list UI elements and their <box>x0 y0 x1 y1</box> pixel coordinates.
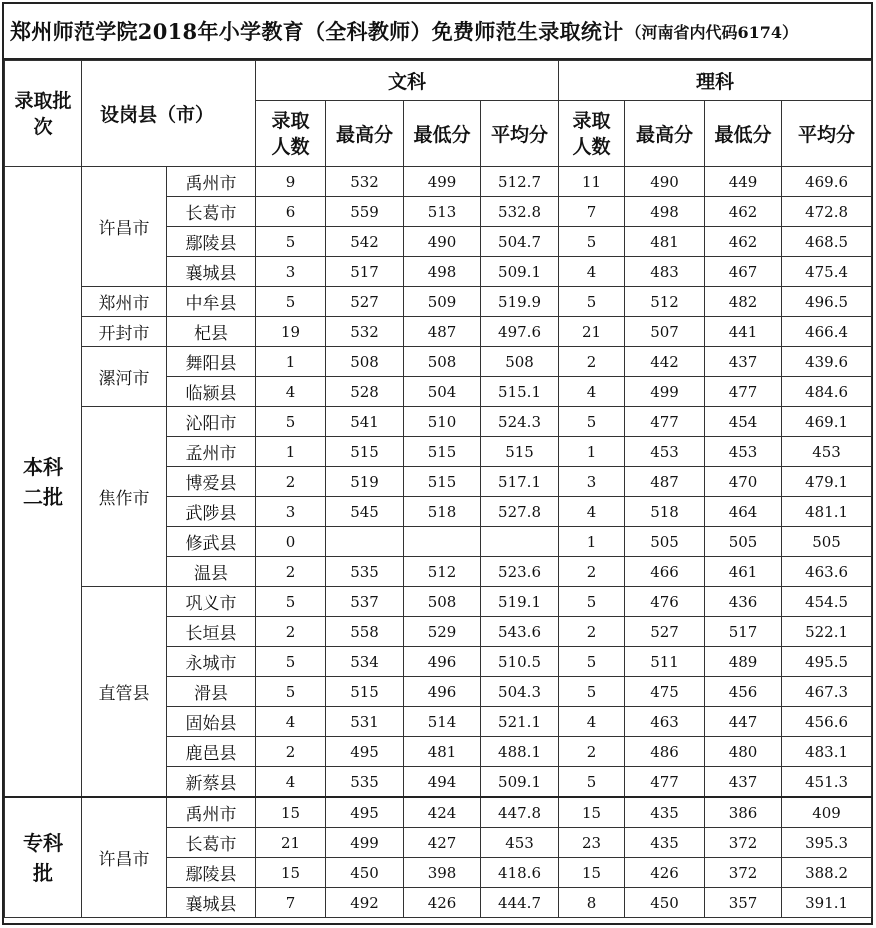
li-max-cell: 475 <box>625 677 705 707</box>
wen-avg-cell <box>481 527 559 557</box>
li-max-cell: 483 <box>625 257 705 287</box>
wen-admitted-cell: 4 <box>256 377 326 407</box>
li-max-cell: 527 <box>625 617 705 647</box>
wen-admitted-cell: 0 <box>256 527 326 557</box>
admission-table <box>4 60 872 918</box>
city-cell: 焦作市 <box>82 407 167 587</box>
li-min-cell: 436 <box>705 587 782 617</box>
wen-avg-cell: 512.7 <box>481 167 559 197</box>
county-cell: 巩义市 <box>167 587 256 617</box>
li-max-cell: 426 <box>625 858 705 888</box>
county-cell: 鄢陵县 <box>167 227 256 257</box>
wen-max-cell: 495 <box>326 737 404 767</box>
li-admitted-cell: 11 <box>559 167 625 197</box>
header-li-avg: 平均分 <box>782 101 872 167</box>
wen-avg-cell: 418.6 <box>481 858 559 888</box>
header-wen-min: 最低分 <box>404 101 481 167</box>
county-cell: 固始县 <box>167 707 256 737</box>
wen-avg-cell: 521.1 <box>481 707 559 737</box>
wen-min-cell: 496 <box>404 647 481 677</box>
li-min-cell: 372 <box>705 858 782 888</box>
li-avg-cell: 496.5 <box>782 287 872 317</box>
li-min-cell: 461 <box>705 557 782 587</box>
wen-avg-cell: 444.7 <box>481 888 559 918</box>
county-cell: 长葛市 <box>167 828 256 858</box>
wen-avg-cell: 519.1 <box>481 587 559 617</box>
wen-min-cell: 496 <box>404 677 481 707</box>
header-wen-admitted: 录取人数 <box>256 101 326 167</box>
wen-min-cell: 481 <box>404 737 481 767</box>
li-avg-cell: 505 <box>782 527 872 557</box>
wen-max-cell: 519 <box>326 467 404 497</box>
wen-admitted-cell: 4 <box>256 707 326 737</box>
wen-min-cell: 499 <box>404 167 481 197</box>
wen-min-cell: 513 <box>404 197 481 227</box>
table-body <box>5 167 872 918</box>
li-avg-cell: 388.2 <box>782 858 872 888</box>
li-avg-cell: 495.5 <box>782 647 872 677</box>
li-avg-cell: 467.3 <box>782 677 872 707</box>
li-min-cell: 372 <box>705 828 782 858</box>
wen-max-cell: 535 <box>326 557 404 587</box>
li-admitted-cell: 4 <box>559 707 625 737</box>
wen-admitted-cell: 5 <box>256 677 326 707</box>
li-admitted-cell: 15 <box>559 797 625 828</box>
wen-avg-cell: 543.6 <box>481 617 559 647</box>
county-cell: 禹州市 <box>167 797 256 828</box>
wen-min-cell: 398 <box>404 858 481 888</box>
title-main: 郑州师范学院2018年小学教育（全科教师）免费师范生录取统计 <box>10 19 624 44</box>
wen-avg-cell: 515 <box>481 437 559 467</box>
city-cell: 漯河市 <box>82 347 167 407</box>
batch-cell: 本科二批 <box>5 167 82 798</box>
li-max-cell: 450 <box>625 888 705 918</box>
li-min-cell: 482 <box>705 287 782 317</box>
wen-min-cell: 529 <box>404 617 481 647</box>
wen-min-cell: 487 <box>404 317 481 347</box>
wen-admitted-cell: 15 <box>256 797 326 828</box>
li-admitted-cell: 5 <box>559 647 625 677</box>
county-cell: 杞县 <box>167 317 256 347</box>
admission-table-sheet <box>2 2 873 925</box>
li-admitted-cell: 4 <box>559 497 625 527</box>
header-li-max: 最高分 <box>625 101 705 167</box>
li-avg-cell: 479.1 <box>782 467 872 497</box>
wen-max-cell: 559 <box>326 197 404 227</box>
wen-avg-cell: 453 <box>481 828 559 858</box>
header-wen-max: 最高分 <box>326 101 404 167</box>
wen-max-cell: 495 <box>326 797 404 828</box>
li-admitted-cell: 5 <box>559 767 625 798</box>
li-min-cell: 449 <box>705 167 782 197</box>
wen-max-cell: 515 <box>326 437 404 467</box>
li-admitted-cell: 23 <box>559 828 625 858</box>
li-min-cell: 447 <box>705 707 782 737</box>
wen-min-cell: 515 <box>404 437 481 467</box>
wen-min-cell: 424 <box>404 797 481 828</box>
li-max-cell: 511 <box>625 647 705 677</box>
li-max-cell: 499 <box>625 377 705 407</box>
li-min-cell: 489 <box>705 647 782 677</box>
li-admitted-cell: 21 <box>559 317 625 347</box>
wen-avg-cell: 504.3 <box>481 677 559 707</box>
county-cell: 中牟县 <box>167 287 256 317</box>
county-cell: 舞阳县 <box>167 347 256 377</box>
li-admitted-cell: 8 <box>559 888 625 918</box>
header-wen-avg: 平均分 <box>481 101 559 167</box>
li-min-cell: 462 <box>705 227 782 257</box>
li-max-cell: 442 <box>625 347 705 377</box>
table-row <box>5 347 872 377</box>
wen-max-cell: 558 <box>326 617 404 647</box>
county-cell: 鄢陵县 <box>167 858 256 888</box>
table-row <box>5 407 872 437</box>
wen-admitted-cell: 19 <box>256 317 326 347</box>
li-avg-cell: 453 <box>782 437 872 467</box>
li-admitted-cell: 3 <box>559 467 625 497</box>
wen-min-cell: 508 <box>404 347 481 377</box>
li-min-cell: 462 <box>705 197 782 227</box>
wen-min-cell <box>404 527 481 557</box>
county-cell: 襄城县 <box>167 257 256 287</box>
li-min-cell: 437 <box>705 767 782 798</box>
table-title <box>4 4 871 60</box>
wen-max-cell: 541 <box>326 407 404 437</box>
li-avg-cell: 468.5 <box>782 227 872 257</box>
wen-admitted-cell: 21 <box>256 828 326 858</box>
county-cell: 沁阳市 <box>167 407 256 437</box>
li-max-cell: 477 <box>625 407 705 437</box>
li-min-cell: 386 <box>705 797 782 828</box>
li-min-cell: 464 <box>705 497 782 527</box>
li-min-cell: 441 <box>705 317 782 347</box>
li-avg-cell: 472.8 <box>782 197 872 227</box>
wen-max-cell: 532 <box>326 167 404 197</box>
wen-admitted-cell: 15 <box>256 858 326 888</box>
county-cell: 长葛市 <box>167 197 256 227</box>
li-max-cell: 518 <box>625 497 705 527</box>
wen-min-cell: 509 <box>404 287 481 317</box>
li-max-cell: 505 <box>625 527 705 557</box>
li-max-cell: 453 <box>625 437 705 467</box>
li-avg-cell: 409 <box>782 797 872 828</box>
li-min-cell: 456 <box>705 677 782 707</box>
wen-admitted-cell: 1 <box>256 437 326 467</box>
li-avg-cell: 391.1 <box>782 888 872 918</box>
county-cell: 禹州市 <box>167 167 256 197</box>
li-avg-cell: 456.6 <box>782 707 872 737</box>
wen-admitted-cell: 5 <box>256 287 326 317</box>
city-cell: 许昌市 <box>82 167 167 287</box>
wen-max-cell: 542 <box>326 227 404 257</box>
wen-max-cell: 535 <box>326 767 404 798</box>
li-admitted-cell: 4 <box>559 377 625 407</box>
header-wen: 文科 <box>256 61 559 101</box>
header-batch: 录取批次 <box>5 61 82 167</box>
wen-max-cell: 545 <box>326 497 404 527</box>
li-admitted-cell: 2 <box>559 617 625 647</box>
wen-avg-cell: 510.5 <box>481 647 559 677</box>
wen-max-cell: 537 <box>326 587 404 617</box>
wen-admitted-cell: 3 <box>256 257 326 287</box>
wen-max-cell: 534 <box>326 647 404 677</box>
li-avg-cell: 484.6 <box>782 377 872 407</box>
li-max-cell: 435 <box>625 797 705 828</box>
wen-max-cell: 528 <box>326 377 404 407</box>
li-admitted-cell: 1 <box>559 437 625 467</box>
county-cell: 温县 <box>167 557 256 587</box>
table-row <box>5 797 872 828</box>
li-avg-cell: 395.3 <box>782 828 872 858</box>
wen-max-cell: 450 <box>326 858 404 888</box>
wen-avg-cell: 504.7 <box>481 227 559 257</box>
wen-avg-cell: 509.1 <box>481 767 559 798</box>
li-max-cell: 476 <box>625 587 705 617</box>
city-cell: 郑州市 <box>82 287 167 317</box>
wen-max-cell <box>326 527 404 557</box>
li-admitted-cell: 15 <box>559 858 625 888</box>
wen-admitted-cell: 5 <box>256 227 326 257</box>
wen-max-cell: 527 <box>326 287 404 317</box>
li-min-cell: 480 <box>705 737 782 767</box>
wen-admitted-cell: 5 <box>256 407 326 437</box>
li-admitted-cell: 5 <box>559 287 625 317</box>
li-admitted-cell: 2 <box>559 557 625 587</box>
li-admitted-cell: 7 <box>559 197 625 227</box>
county-cell: 永城市 <box>167 647 256 677</box>
wen-avg-cell: 523.6 <box>481 557 559 587</box>
title-code: （河南省内代码6174） <box>625 22 798 42</box>
city-cell: 许昌市 <box>82 797 167 918</box>
table-row <box>5 287 872 317</box>
li-admitted-cell: 2 <box>559 737 625 767</box>
li-max-cell: 463 <box>625 707 705 737</box>
li-avg-cell: 463.6 <box>782 557 872 587</box>
wen-min-cell: 514 <box>404 707 481 737</box>
wen-max-cell: 532 <box>326 317 404 347</box>
table-row <box>5 317 872 347</box>
table-header <box>5 61 872 167</box>
li-min-cell: 477 <box>705 377 782 407</box>
wen-admitted-cell: 9 <box>256 167 326 197</box>
li-min-cell: 453 <box>705 437 782 467</box>
county-cell: 滑县 <box>167 677 256 707</box>
wen-admitted-cell: 5 <box>256 647 326 677</box>
wen-admitted-cell: 4 <box>256 767 326 798</box>
wen-avg-cell: 532.8 <box>481 197 559 227</box>
li-max-cell: 477 <box>625 767 705 798</box>
wen-min-cell: 427 <box>404 828 481 858</box>
li-avg-cell: 483.1 <box>782 737 872 767</box>
li-avg-cell: 522.1 <box>782 617 872 647</box>
wen-avg-cell: 517.1 <box>481 467 559 497</box>
county-cell: 鹿邑县 <box>167 737 256 767</box>
wen-min-cell: 494 <box>404 767 481 798</box>
wen-min-cell: 512 <box>404 557 481 587</box>
header-post: 设岗县（市） <box>82 61 256 167</box>
city-cell: 直管县 <box>82 587 167 798</box>
li-admitted-cell: 1 <box>559 527 625 557</box>
li-max-cell: 498 <box>625 197 705 227</box>
county-cell: 博爱县 <box>167 467 256 497</box>
li-max-cell: 487 <box>625 467 705 497</box>
wen-avg-cell: 509.1 <box>481 257 559 287</box>
header-li: 理科 <box>559 61 872 101</box>
li-min-cell: 437 <box>705 347 782 377</box>
wen-min-cell: 518 <box>404 497 481 527</box>
li-min-cell: 357 <box>705 888 782 918</box>
wen-admitted-cell: 2 <box>256 737 326 767</box>
li-max-cell: 490 <box>625 167 705 197</box>
wen-min-cell: 508 <box>404 587 481 617</box>
li-avg-cell: 451.3 <box>782 767 872 798</box>
wen-avg-cell: 447.8 <box>481 797 559 828</box>
wen-min-cell: 498 <box>404 257 481 287</box>
li-max-cell: 512 <box>625 287 705 317</box>
li-min-cell: 470 <box>705 467 782 497</box>
li-min-cell: 517 <box>705 617 782 647</box>
batch-cell: 专科批 <box>5 797 82 918</box>
wen-admitted-cell: 2 <box>256 467 326 497</box>
li-avg-cell: 469.6 <box>782 167 872 197</box>
li-avg-cell: 454.5 <box>782 587 872 617</box>
wen-admitted-cell: 6 <box>256 197 326 227</box>
wen-admitted-cell: 5 <box>256 587 326 617</box>
wen-avg-cell: 519.9 <box>481 287 559 317</box>
county-cell: 武陟县 <box>167 497 256 527</box>
wen-avg-cell: 508 <box>481 347 559 377</box>
wen-min-cell: 515 <box>404 467 481 497</box>
wen-min-cell: 426 <box>404 888 481 918</box>
wen-max-cell: 492 <box>326 888 404 918</box>
li-admitted-cell: 4 <box>559 257 625 287</box>
county-cell: 孟州市 <box>167 437 256 467</box>
wen-max-cell: 531 <box>326 707 404 737</box>
li-avg-cell: 439.6 <box>782 347 872 377</box>
county-cell: 修武县 <box>167 527 256 557</box>
city-cell: 开封市 <box>82 317 167 347</box>
li-max-cell: 435 <box>625 828 705 858</box>
county-cell: 长垣县 <box>167 617 256 647</box>
table-row <box>5 587 872 617</box>
county-cell: 襄城县 <box>167 888 256 918</box>
wen-max-cell: 508 <box>326 347 404 377</box>
li-min-cell: 505 <box>705 527 782 557</box>
li-admitted-cell: 2 <box>559 347 625 377</box>
header-li-min: 最低分 <box>705 101 782 167</box>
table-row <box>5 167 872 197</box>
li-admitted-cell: 5 <box>559 677 625 707</box>
wen-avg-cell: 527.8 <box>481 497 559 527</box>
li-min-cell: 454 <box>705 407 782 437</box>
wen-admitted-cell: 1 <box>256 347 326 377</box>
wen-min-cell: 490 <box>404 227 481 257</box>
li-avg-cell: 466.4 <box>782 317 872 347</box>
county-cell: 临颍县 <box>167 377 256 407</box>
li-max-cell: 481 <box>625 227 705 257</box>
wen-avg-cell: 497.6 <box>481 317 559 347</box>
li-min-cell: 467 <box>705 257 782 287</box>
wen-min-cell: 504 <box>404 377 481 407</box>
li-admitted-cell: 5 <box>559 407 625 437</box>
wen-avg-cell: 515.1 <box>481 377 559 407</box>
wen-max-cell: 499 <box>326 828 404 858</box>
li-admitted-cell: 5 <box>559 587 625 617</box>
wen-min-cell: 510 <box>404 407 481 437</box>
wen-admitted-cell: 7 <box>256 888 326 918</box>
li-max-cell: 486 <box>625 737 705 767</box>
wen-max-cell: 517 <box>326 257 404 287</box>
li-max-cell: 507 <box>625 317 705 347</box>
li-max-cell: 466 <box>625 557 705 587</box>
wen-avg-cell: 524.3 <box>481 407 559 437</box>
wen-admitted-cell: 3 <box>256 497 326 527</box>
wen-admitted-cell: 2 <box>256 557 326 587</box>
li-admitted-cell: 5 <box>559 227 625 257</box>
li-avg-cell: 475.4 <box>782 257 872 287</box>
county-cell: 新蔡县 <box>167 767 256 798</box>
li-avg-cell: 469.1 <box>782 407 872 437</box>
header-li-admitted: 录取人数 <box>559 101 625 167</box>
wen-admitted-cell: 2 <box>256 617 326 647</box>
li-avg-cell: 481.1 <box>782 497 872 527</box>
wen-avg-cell: 488.1 <box>481 737 559 767</box>
wen-max-cell: 515 <box>326 677 404 707</box>
